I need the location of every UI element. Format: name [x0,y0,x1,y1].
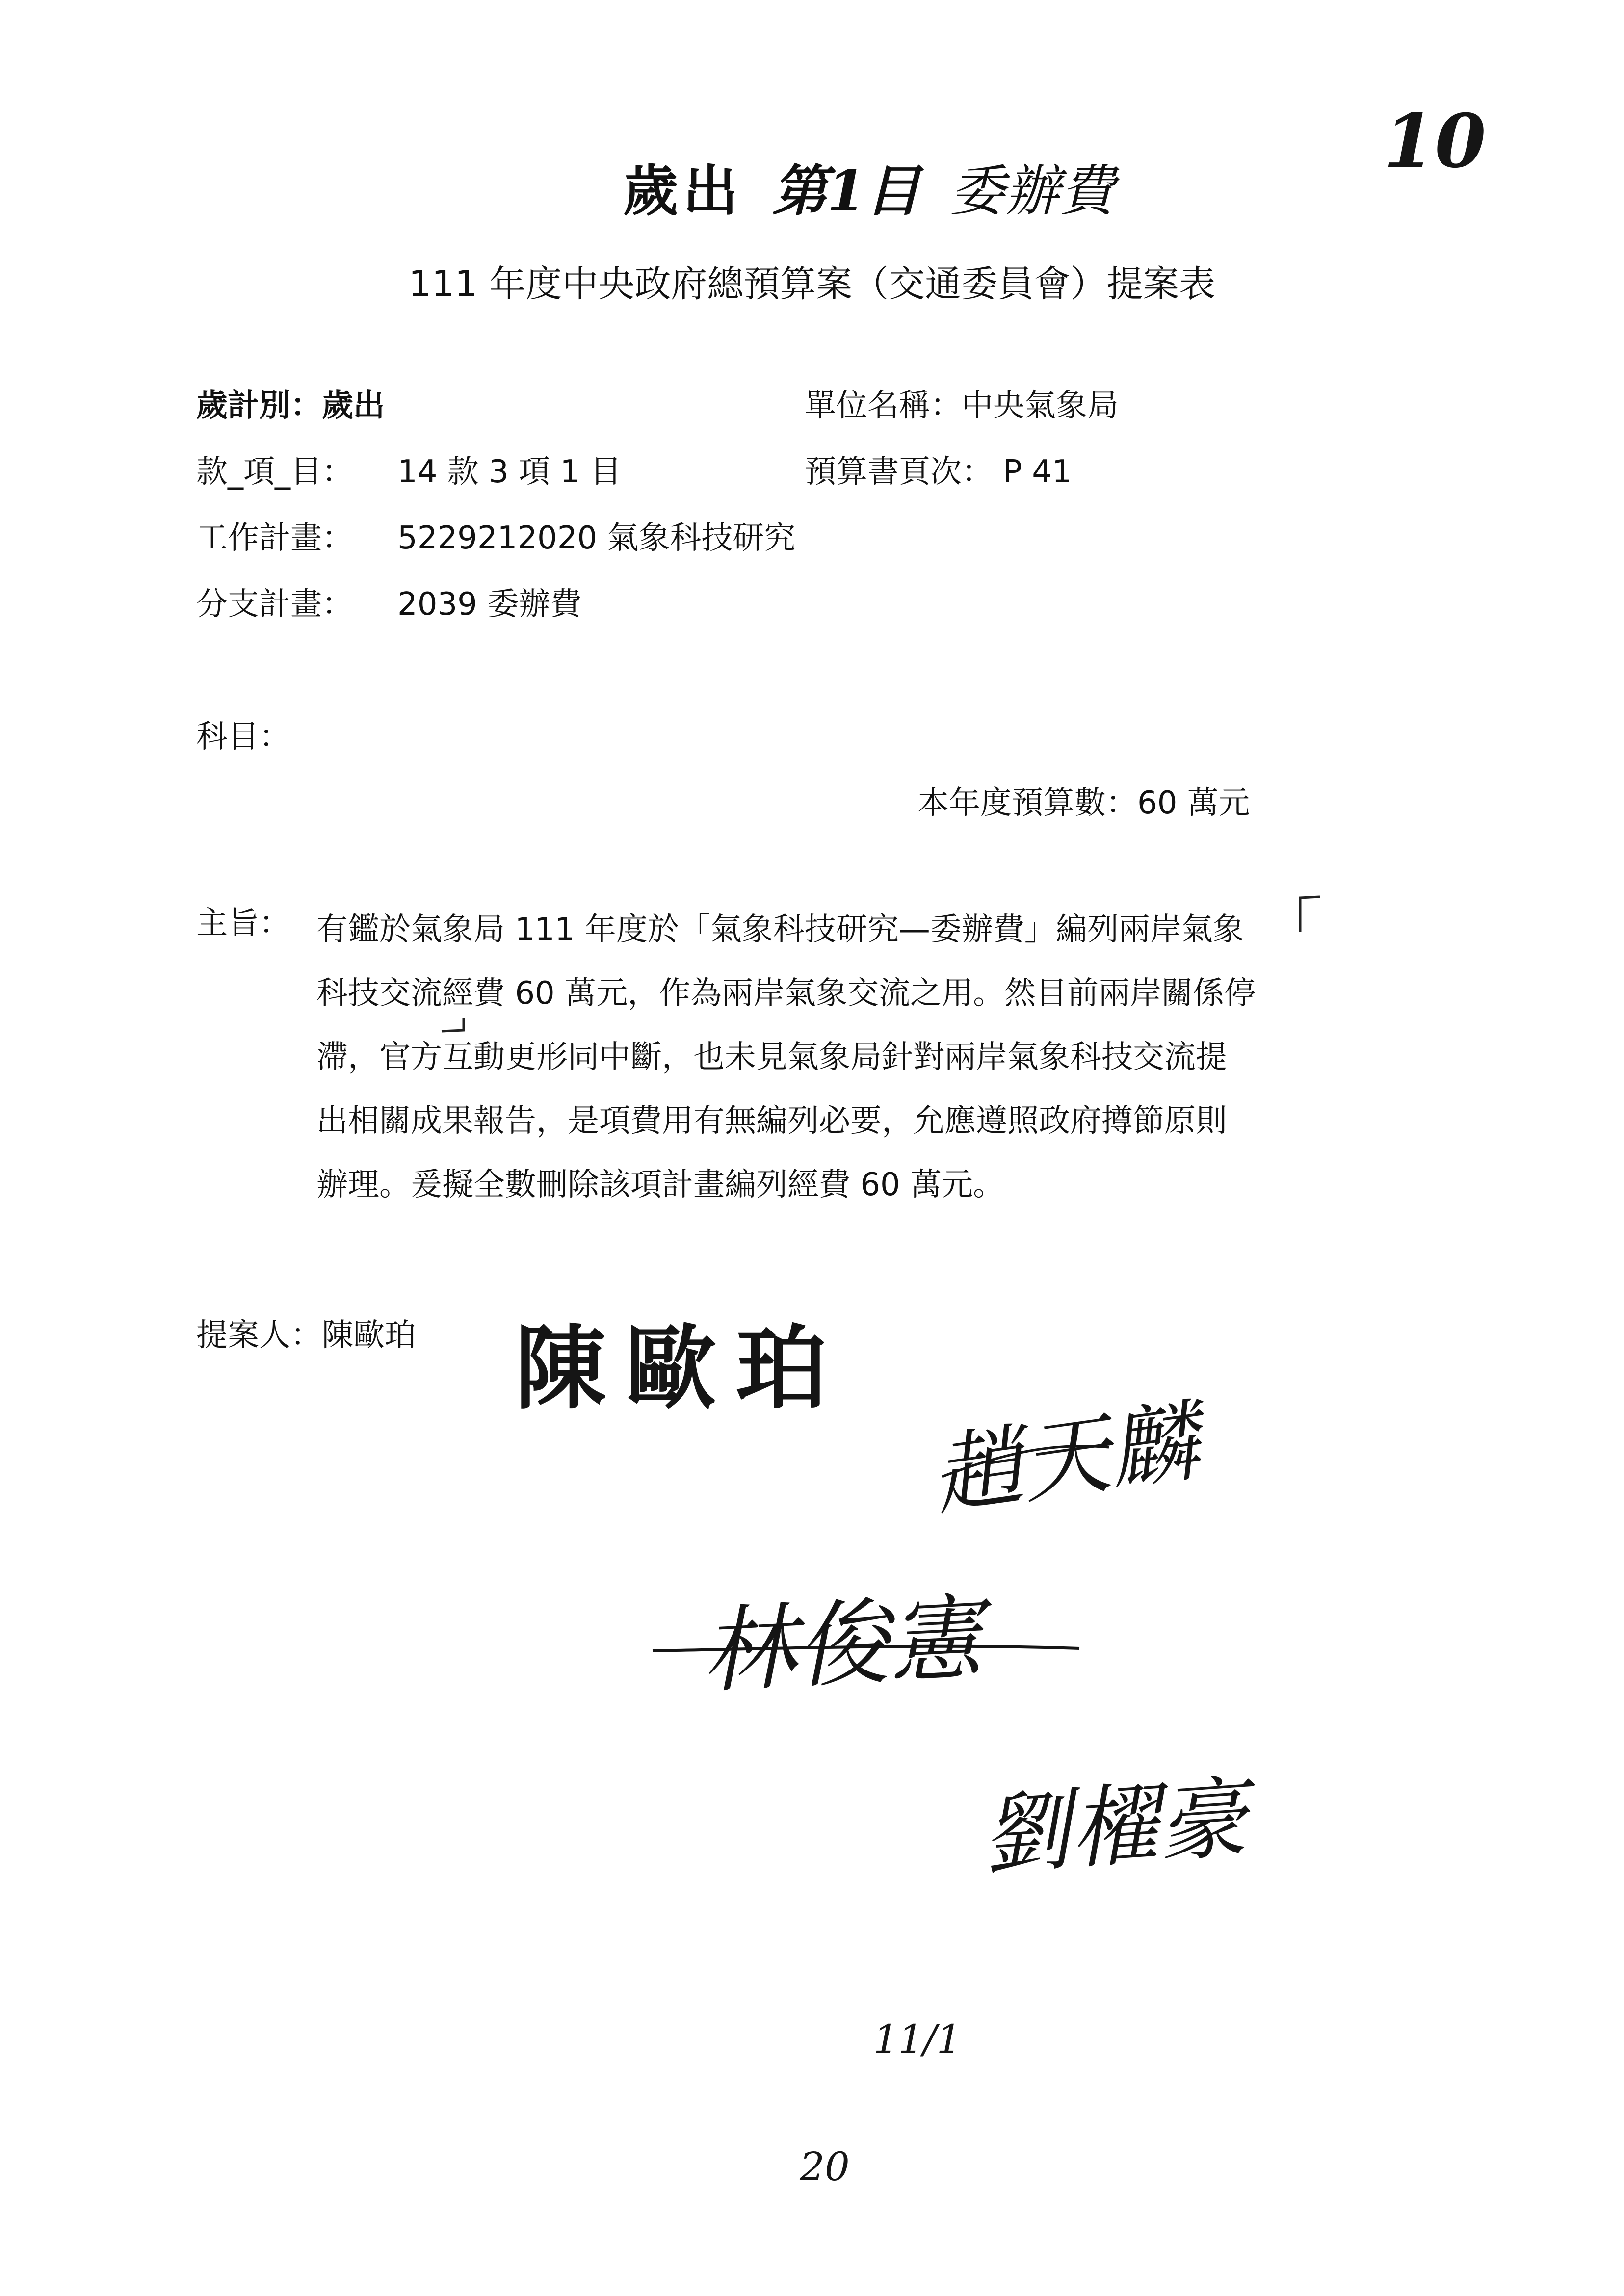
work-plan-label: 工作計畫： [196,520,353,556]
heading-commission-fee: 委辦費 [949,159,1115,223]
item-label: 款_項_目： [196,454,353,490]
fiscal-category: 歲計別：歲出 [196,388,385,424]
unit-name: 單位名稱：中央氣象局 [805,388,1119,424]
purpose-line: 有鑑於氣象局 111 年度於「氣象科技研究—委辦費」編列兩岸氣象 [316,912,1244,948]
subject-label: 科目： [196,719,290,755]
item-value: 14 款 3 項 1 目 [397,454,622,490]
handwritten-number-note: 20 [800,2144,850,2190]
heading-item-number: 第1目 [772,159,920,223]
purpose-line: 滯，官方互動更形同中斷，也未見氣象局針對兩岸氣象科技交流提 [316,1039,1227,1075]
page-number-handwritten: 10 [1384,98,1486,184]
document-title: 111 年度中央政府總預算案（交通委員會）提案表 [408,263,1216,305]
signature: 趙天麟 [927,1390,1205,1529]
purpose-line: 辦理。爰擬全數刪除該項計畫編列經費 60 萬元。 [316,1167,1005,1203]
purpose-line: 出相關成果報告，是項費用有無編列必要，允應遵照政府撙節原則 [316,1103,1227,1139]
sub-plan-value: 2039 委辦費 [397,586,582,623]
signature: 陳歐珀 [515,1314,846,1421]
heading-expenditure: 歲出 [623,159,743,223]
signature: 林俊憲 [699,1583,985,1706]
work-plan-value: 5229212020 氣象科技研究 [397,520,796,556]
signature: 劉櫂豪 [978,1767,1250,1888]
purpose-label: 主旨： [196,905,290,941]
budget-amount: 本年度預算數：60 萬元 [917,785,1250,821]
proposer-label: 提案人：陳歐珀 [196,1317,416,1354]
budget-page: 預算書頁次： P 41 [805,454,1072,490]
handwritten-date-note: 11/1 [873,2016,962,2062]
purpose-line: 科技交流經費 60 萬元，作為兩岸氣象交流之用。然目前兩岸關係停 [316,975,1256,1012]
sub-plan-label: 分支計畫： [196,586,353,623]
